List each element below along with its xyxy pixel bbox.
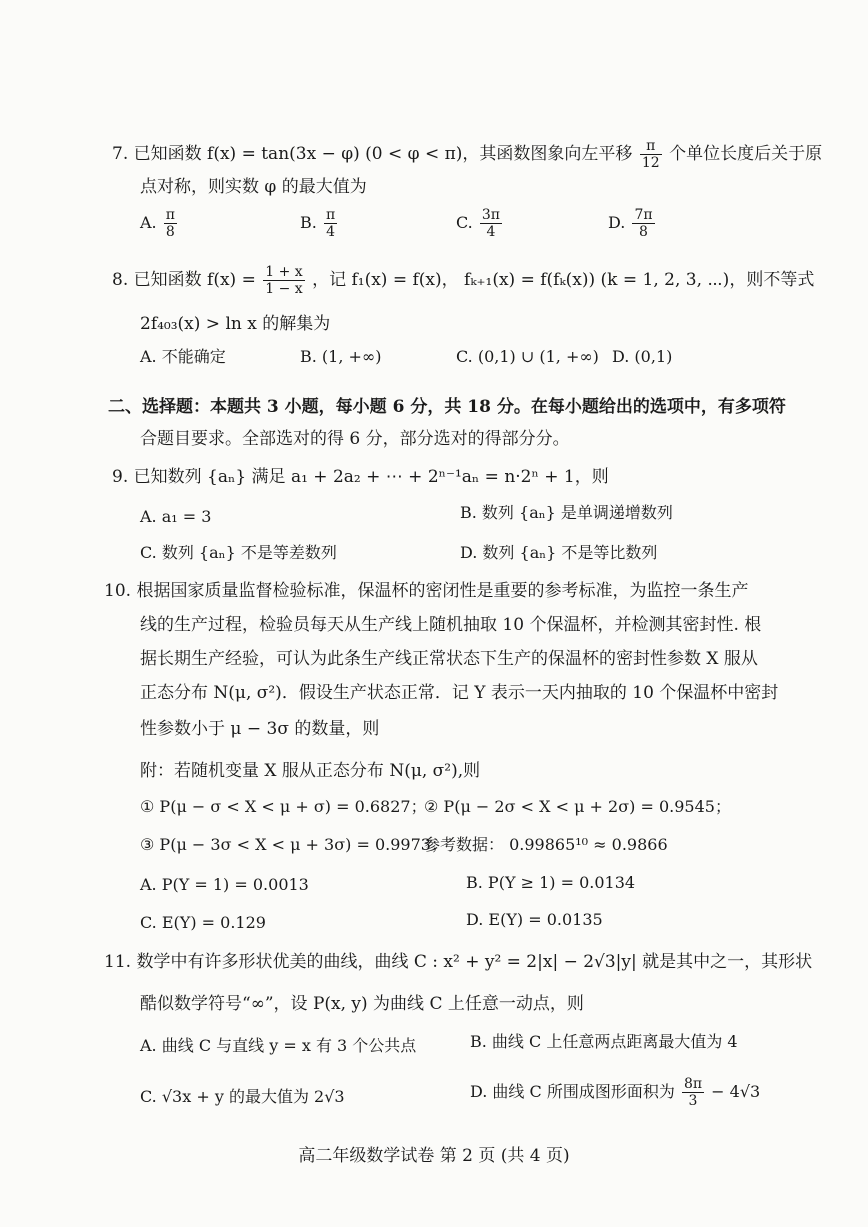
q7-d-den: 8	[639, 224, 648, 240]
q11-option-d-tail: − 4√3	[711, 1082, 761, 1101]
q7-option-a[interactable]	[140, 207, 179, 240]
q8-function-fraction	[263, 264, 304, 297]
q9-option-c[interactable]: C. 数列 {aₙ} 不是等差数列	[140, 543, 337, 562]
q7-c-num: 3π	[481, 207, 500, 223]
q10-option-d[interactable]: D. E(Y) = 0.0135	[466, 910, 603, 929]
q11-option-d[interactable]	[470, 1076, 760, 1109]
q11-option-a[interactable]: A. 曲线 C 与直线 y = x 有 3 个公共点	[140, 1036, 417, 1055]
q10-formula-2: ② P(μ − 2σ < X < μ + 2σ) = 0.9545；	[424, 797, 731, 816]
q7-option-c-label: C.	[456, 213, 473, 232]
q7-option-a-fraction	[164, 207, 177, 240]
q8-line1	[112, 264, 814, 297]
q7-option-d-label: D.	[608, 213, 626, 232]
q10-stem-line2: 线的生产过程，检验员每天从生产线上随机抽取 10 个保温杯，并检测其密封性. 根	[140, 615, 762, 635]
q11-option-d-text: D. 曲线 C 所围成图形面积为	[470, 1082, 675, 1101]
q8-option-c[interactable]: C. (0,1) ∪ (1, +∞)	[456, 347, 599, 366]
q7-shift-fraction	[640, 138, 662, 171]
q7-option-c-fraction	[480, 207, 502, 240]
q8-f-den: 1 − x	[265, 281, 303, 297]
q9-option-b[interactable]: B. 数列 {aₙ} 是单调递增数列	[460, 503, 673, 522]
q9-option-d[interactable]: D. 数列 {aₙ} 不是等比数列	[460, 543, 658, 562]
q11-stem-line1: 11. 数学中有许多形状优美的曲线，曲线 C : x² + y² = 2|x| − 2√3|y| 就是其中之一，其形状	[104, 952, 813, 972]
q10-stem-line1: 10. 根据国家质量监督检验标准，保温杯的密闭性是重要的参考标准，为监控一条生产	[104, 581, 749, 601]
q7-a-den: 8	[165, 224, 175, 240]
section2-heading-line2: 合题目要求。全部选对的得 6 分，部分选对的得部分分。	[140, 429, 570, 449]
q7-option-c[interactable]	[456, 207, 504, 240]
q8-f-num: 1 + x	[265, 264, 303, 280]
q7-c-den: 4	[486, 224, 496, 240]
q10-formula-3: ③ P(μ − 3σ < X < μ + 3σ) = 0.9973；	[140, 835, 447, 854]
q7-option-b[interactable]	[300, 207, 339, 240]
q7-stem-part2: 个单位长度后关于原	[669, 144, 823, 164]
q10-option-b[interactable]: B. P(Y ≥ 1) = 0.0134	[466, 873, 636, 892]
q10-option-a[interactable]: A. P(Y = 1) = 0.0013	[140, 875, 309, 894]
q9-option-a[interactable]: A. a₁ = 3	[140, 507, 212, 526]
q7-b-den: 4	[326, 224, 335, 240]
q10-formula-1: ① P(μ − σ < X < μ + σ) = 0.6827；	[140, 797, 427, 816]
q8-stem-part1: 8. 已知函数 f(x) =	[112, 270, 256, 290]
q7-shift-num: π	[640, 138, 662, 155]
q7-option-b-label: B.	[300, 213, 317, 232]
q7-option-b-fraction	[324, 207, 337, 240]
q11-option-c[interactable]: C. √3x + y 的最大值为 2√3	[140, 1087, 345, 1106]
q8-option-a[interactable]: A. 不能确定	[140, 347, 226, 366]
q7-shift-den: 12	[641, 155, 660, 171]
q8-option-d[interactable]: D. (0,1)	[612, 347, 673, 366]
section2-heading-line1: 二、选择题：本题共 3 小题，每小题 6 分，共 18 分。在每小题给出的选项中，有多项符	[108, 397, 786, 417]
q11-d-num: 8π	[683, 1076, 703, 1092]
q8-option-b[interactable]: B. (1, +∞)	[300, 347, 382, 366]
q7-stem-part1: 7. 已知函数 f(x) = tan(3x − φ) (0 < φ < π)，其函数图象向左平移	[112, 144, 633, 164]
q8-line2: 2f₄₀₃(x) > ln x 的解集为	[140, 314, 331, 334]
q9-stem: 9. 已知数列 {aₙ} 满足 a₁ + 2a₂ + ⋯ + 2ⁿ⁻¹aₙ = n·2ⁿ + 1，则	[112, 467, 609, 487]
q11-d-den: 3	[688, 1093, 698, 1109]
q7-line2: 点对称，则实数 φ 的最大值为	[140, 177, 367, 197]
page-footer: 高二年级数学试卷 第 2 页 (共 4 页)	[298, 1146, 570, 1166]
q7-b-num: π	[325, 207, 336, 223]
q7-a-num: π	[165, 207, 175, 223]
q11-option-b[interactable]: B. 曲线 C 上任意两点距离最大值为 4	[470, 1032, 738, 1051]
q7-option-d-fraction	[632, 207, 654, 240]
q10-stem-line3: 据长期生产经验，可认为此条生产线正常状态下生产的保温杯的密封性参数 X 服从	[140, 649, 758, 669]
q10-stem-line5: 性参数小于 μ − 3σ 的数量，则	[140, 719, 380, 739]
q7-line1	[112, 138, 822, 171]
q11-stem-line2: 酷似数学符号“∞”，设 P(x, y) 为曲线 C 上任意一动点，则	[140, 994, 584, 1014]
q8-stem-part2: ，记 f₁(x) = f(x)， fₖ₊₁(x) = f(fₖ(x)) (k = 1, 2, 3, ⋯)，则不等式	[312, 270, 815, 290]
q10-stem-line4: 正态分布 N(μ, σ²)．假设生产状态正常．记 Y 表示一天内抽取的 10 个保温杯中密封	[140, 683, 779, 703]
q10-note: 附：若随机变量 X 服从正态分布 N(μ, σ²),则	[140, 761, 481, 781]
q10-option-c[interactable]: C. E(Y) = 0.129	[140, 913, 266, 932]
q7-option-d[interactable]	[608, 207, 657, 240]
q7-d-num: 7π	[634, 207, 653, 223]
q10-reference-data: 参考数据： 0.99865¹⁰ ≈ 0.9866	[424, 835, 668, 854]
q7-option-a-label: A.	[140, 213, 157, 232]
q11-option-d-fraction	[682, 1076, 704, 1109]
